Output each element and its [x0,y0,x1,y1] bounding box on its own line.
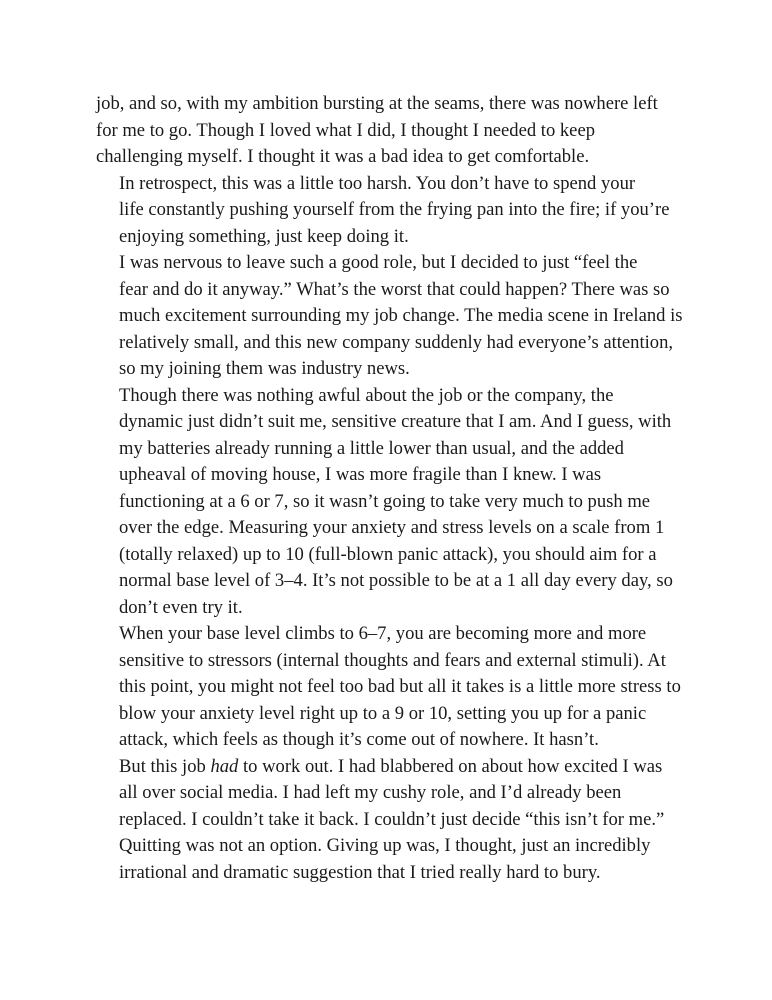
text-line: relatively small, and this new company suddenly had everyone’s attention, [119,331,674,353]
text-line: Though there was nothing awful about the job or the company, the [119,384,614,406]
text-line: don’t even try it. [119,596,243,618]
text-line: In retrospect, this was a little too harsh. You don’t have to spend your [119,172,636,194]
text-line: fear and do it anyway.” What’s the worst that could happen? There was so [119,278,670,300]
text-line: When your base level climbs to 6–7, you are becoming more and more [119,623,647,644]
text-run: to work out. I had blabbered on about how excited I was [238,755,663,777]
text-line: Quitting was not an option. Giving up was, I thought, just an incredibly [119,835,651,856]
text-line: normal base level of 3–4. It’s not possible to be at a 1 all day every day, so [119,570,673,591]
text-line: job, and so, with my ambition bursting at the seams, there was nowhere left [96,93,658,114]
text-line: over the edge. Measuring your anxiety and stress levels on a scale from 1 [119,517,665,538]
text-line: sensitive to stressors (internal thoughts and fears and external stimuli). At [119,649,666,671]
body-text [96,91,686,886]
text-line [96,754,686,781]
text-line: irrational and dramatic suggestion that I tried really hard to bury. [119,861,601,883]
text-line: dynamic just didn’t suit me, sensitive creature that I am. And I guess, with [119,411,672,432]
text-line: I was nervous to leave such a good role, but I decided to just “feel the [119,252,638,273]
paragraph-2 [96,171,686,251]
text-line: life constantly pushing yourself from the frying pan into the fire; if you’re [119,199,670,220]
text-line: much excitement surrounding my job change. The media scene in Ireland is [119,305,683,326]
text-line: upheaval of moving house, I was more fragile than I knew. I was [119,464,602,485]
text-line: blow your anxiety level right up to a 9 or 10, setting you up for a panic [119,702,647,724]
paragraph-5 [96,621,686,754]
text-line: all over social media. I had left my cushy role, and I’d already been [119,782,622,803]
text-line: this point, you might not feel too bad but all it takes is a little more stress to [119,676,681,697]
text-line: replaced. I couldn’t take it back. I couldn’t just decide “this isn’t for me.” [119,808,665,830]
text-line: enjoying something, just keep doing it. [119,225,409,247]
text-run: But this job [119,755,211,777]
text-line: so my joining them was industry news. [119,358,410,379]
paragraph-6 [96,754,686,887]
emphasized-word: had [210,755,239,777]
text-line: challenging myself. I thought it was a bad idea to get comfortable. [96,146,590,167]
paragraph-3 [96,250,686,383]
paragraph-1 [96,91,686,171]
text-line: (totally relaxed) up to 10 (full-blown panic attack), you should aim for a [119,543,657,565]
text-line: functioning at a 6 or 7, so it wasn’t going to take very much to push me [119,490,651,512]
text-line: my batteries already running a little lower than usual, and the added [119,437,624,459]
text-line: attack, which feels as though it’s come out of nowhere. It hasn’t. [119,729,599,750]
text-line: for me to go. Though I loved what I did, I thought I needed to keep [96,119,595,141]
paragraph-4 [96,383,686,622]
